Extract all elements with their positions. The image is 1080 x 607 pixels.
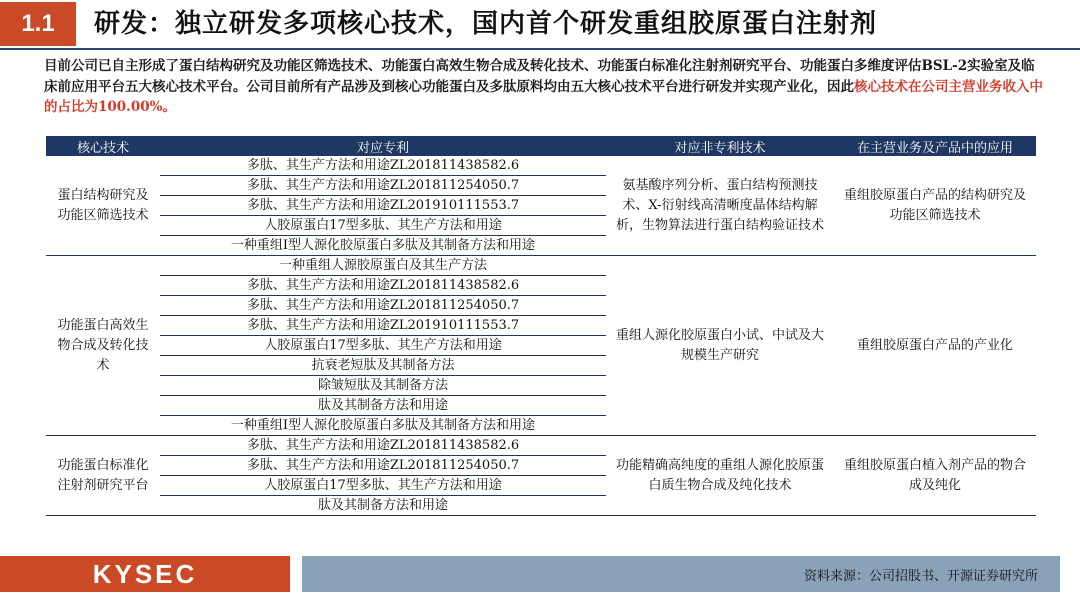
patent-row: 肽及其制备方法和用途 (317, 498, 448, 513)
source-note: 资料来源：公司招股书、开源证券研究所 (803, 568, 1038, 584)
application-cell: 重组胶原蛋白产品的产业化 (856, 337, 1013, 353)
header-divider (0, 48, 1080, 50)
source-bar (302, 556, 1060, 592)
application-cell: 重组胶原蛋白植入剂产品的物合成及纯化 (843, 457, 1026, 493)
application-cell: 重组胶原蛋白产品的结构研究及功能区筛选技术 (843, 187, 1026, 223)
table-group (46, 436, 1036, 516)
patent-row: 人胶原蛋白17型多肽、其生产方法和用途 (160, 476, 606, 496)
patent-row: 一种重组I型人源化胶原蛋白多肽及其制备方法和用途 (230, 238, 536, 253)
intro-paragraph (44, 56, 1044, 118)
patent-row: 除皱短肽及其制备方法 (160, 376, 606, 396)
table-header (46, 136, 1036, 156)
patent-list (160, 156, 606, 255)
patent-row: 抗衰老短肽及其制备方法 (160, 356, 606, 376)
patent-row: 一种重组人源胶原蛋白及其生产方法 (160, 256, 606, 276)
core-tech-table (46, 136, 1036, 516)
intro-highlight: 核心技术在公司主营业务收入中的占比为100.00%。 (44, 78, 1043, 115)
non-patent-cell: 重组人源化胶原蛋白小试、中试及大规模生产研究 (615, 327, 824, 363)
patent-row: 多肽、其生产方法和用途ZL201811254050.7 (160, 296, 606, 316)
patent-row: 多肽、其生产方法和用途ZL201811438582.6 (160, 156, 606, 176)
patent-row: 肽及其制备方法和用途 (160, 396, 606, 416)
patent-row: 多肽、其生产方法和用途ZL201910111553.7 (160, 196, 606, 216)
page-title: 研发：独立研发多项核心技术，国内首个研发重组胶原蛋白注射剂 (94, 9, 878, 39)
patent-row: 多肽、其生产方法和用途ZL201811438582.6 (160, 276, 606, 296)
brand-logo-bar (0, 556, 290, 592)
table-group (46, 156, 1036, 256)
patent-row: 人胶原蛋白17型多肽、其生产方法和用途 (160, 336, 606, 356)
patent-row: 人胶原蛋白17型多肽、其生产方法和用途 (160, 216, 606, 236)
footer (0, 556, 1080, 594)
patent-list (160, 436, 606, 515)
patent-row: 多肽、其生产方法和用途ZL201811254050.7 (160, 456, 606, 476)
patent-row: 多肽、其生产方法和用途ZL201811438582.6 (160, 436, 606, 456)
intro-text: 目前公司已自主形成了蛋白结构研究及功能区筛选技术、功能蛋白高效生物合成及转化技术、功能蛋白标准化注射剂研究平台、功能蛋白多维度评估BSL-2实验室及临床前应用平台五大核心技术平台。公司目前所有产品涉及到核心功能蛋白及多肽原料均由五大核心技术平台进行研发并实现产业化，因此 (44, 58, 1035, 95)
patent-row: 一种重组I型人源化胶原蛋白多肽及其制备方法和用途 (230, 418, 536, 433)
patent-list (160, 256, 606, 435)
patent-row: 多肽、其生产方法和用途ZL201910111553.7 (160, 316, 606, 336)
non-patent-cell: 功能精确高纯度的重组人源化胶原蛋白质生物合成及纯化技术 (615, 457, 824, 493)
patent-row: 多肽、其生产方法和用途ZL201811254050.7 (160, 176, 606, 196)
non-patent-cell: 氨基酸序列分析、蛋白结构预测技术、X-衍射线高清晰度晶体结构解析，生物算法进行蛋白结构验证技术 (615, 177, 824, 233)
header-non-patent: 对应非专利技术 (674, 140, 766, 156)
header-core-tech: 核心技术 (76, 140, 129, 156)
header (0, 0, 1080, 50)
header-patents: 对应专利 (356, 140, 409, 156)
kysec-logo: KYSEC (92, 558, 198, 589)
table-group (46, 256, 1036, 436)
core-tech-cell: 蛋白结构研究及功能区筛选技术 (57, 187, 149, 223)
section-number-badge: 1.1 (0, 2, 76, 46)
header-application: 在主营业务及产品中的应用 (856, 140, 1013, 156)
core-tech-cell: 功能蛋白高效生物合成及转化技术 (57, 317, 149, 373)
core-tech-cell: 功能蛋白标准化注射剂研究平台 (57, 457, 149, 493)
